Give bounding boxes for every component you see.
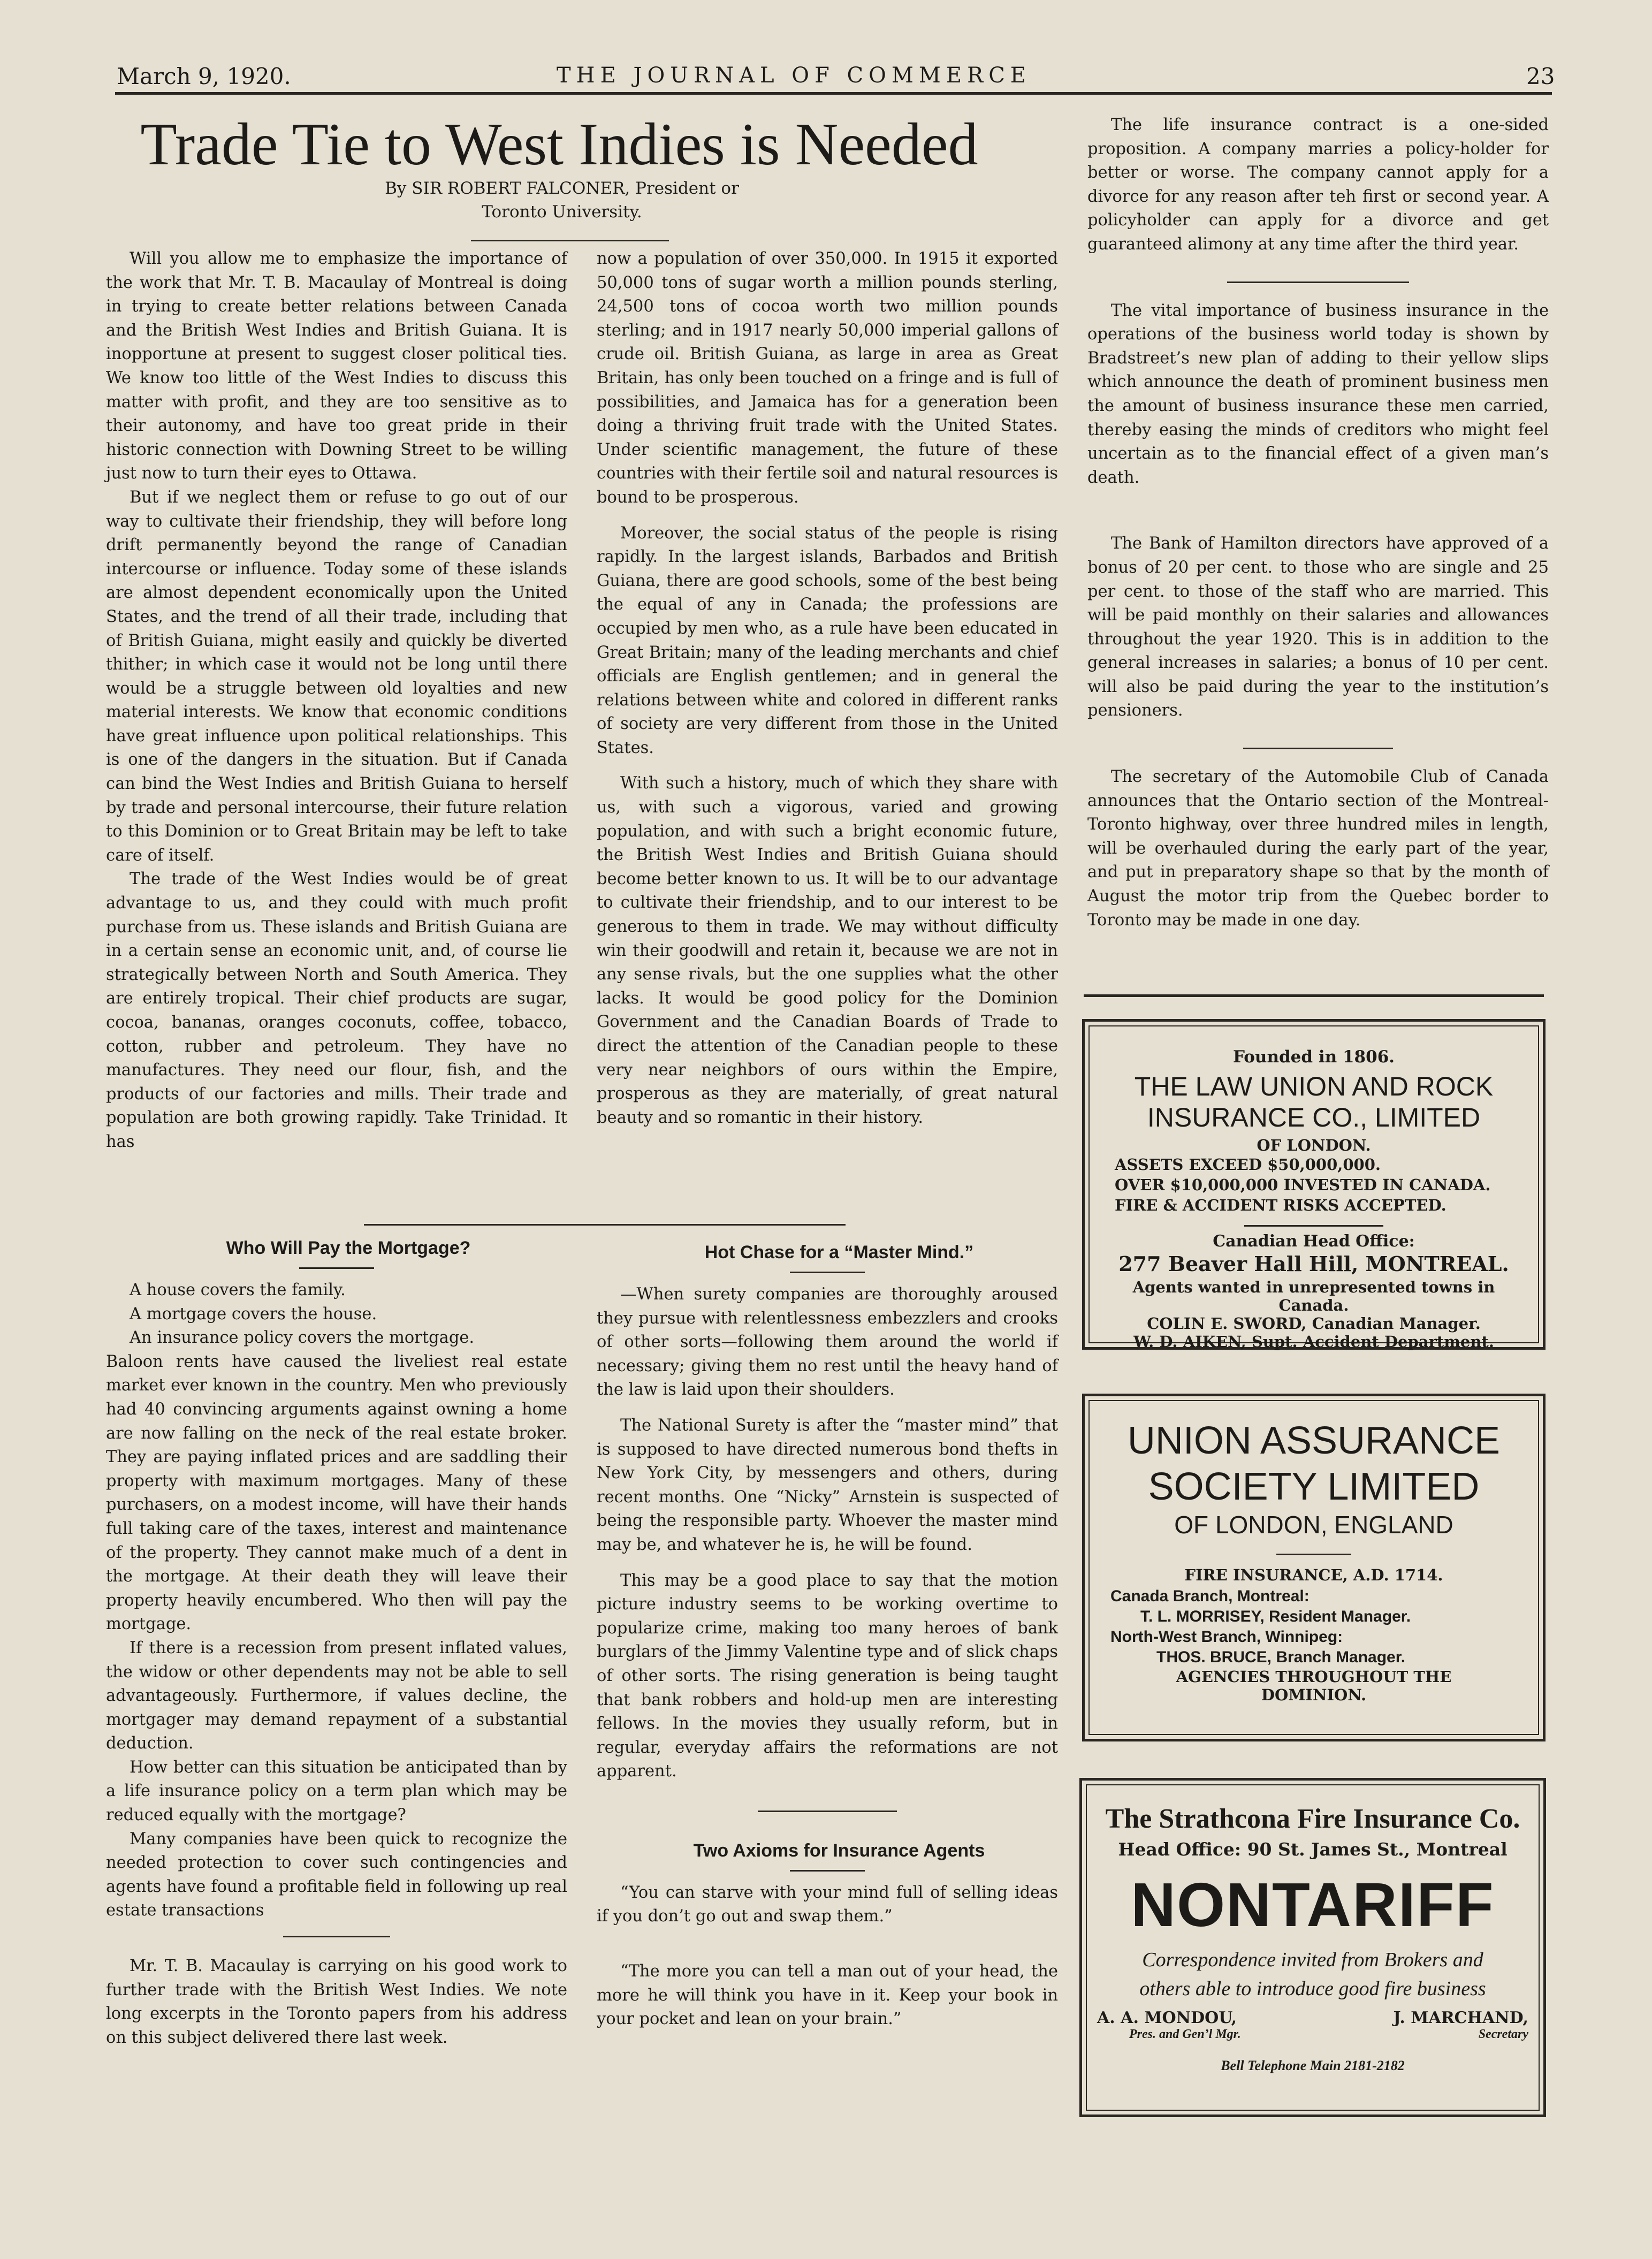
heading-rule <box>299 1267 374 1269</box>
ad-branch: North-West Branch, Winnipeg: <box>1110 1628 1343 1646</box>
chase-paragraph: —When surety companies are thoroughly aroused they pursue with relentlessness embezzlers and crooks of other sorts—following them around the world if necessary; giving them no rest until the heavy hand of the law is laid upon their shoulders. <box>597 1285 1058 1399</box>
paragraph-rule <box>283 1936 390 1937</box>
strathcona-ad <box>1079 1778 1546 2117</box>
ad-company-name: THE LAW UNION AND ROCK <box>1134 1071 1494 1101</box>
right-paragraph: The vital importance of business insurance in the operations of the business world today is shown by Bradstreet’s new plan of adding to their yellow slips which announce the death of prominent business men the amount of business insurance these men carried, thereby easing the minds of creditors who might feel uncertain as to the financial effect of a given man’s death. <box>1087 301 1549 487</box>
axioms-heading: Two Axioms for Insurance Agents <box>693 1840 985 1861</box>
ad-company-name: INSURANCE CO., LIMITED <box>1147 1102 1481 1132</box>
ad-correspondence: others able to introduce good fire business <box>1139 1977 1486 2000</box>
heading-rule <box>790 1272 865 1273</box>
page-number: 23 <box>1526 63 1555 89</box>
right-paragraph: The life insurance contract is a one-sided proposition. A company marries a policy-holder for better or worse. The company cannot apply for a divorce for any reason after teh first or second year. A policyholder can apply for a divorce and get guaranteed alimony at any time after the third year. <box>1087 116 1549 254</box>
law-union-ad <box>1082 1019 1546 1350</box>
ad-rule <box>1276 1554 1351 1555</box>
ad-manager: COLIN E. SWORD, Canadian Manager. <box>1147 1314 1481 1333</box>
ad-agents: Canada. <box>1278 1296 1349 1314</box>
ad-agents: Agents wanted in unrepresented towns in <box>1132 1278 1495 1296</box>
right-paragraph: The Bank of Hamilton directors have approved of a bonus of 20 per cent. to those who are single and 25 per cent. to those of the staff who are married. This will be paid monthly on their salaries and allowances throughout the year 1920. This is in addition to the general increases in salaries; a bonus of 10 per cent. will also be paid during the year to the institution’s pensioners. <box>1087 534 1549 720</box>
ad-founded: Founded in 1806. <box>1232 1047 1395 1067</box>
mortgage-line: A house covers the family. <box>130 1281 346 1299</box>
ad-officer-name: J. MARCHAND, <box>1393 2009 1528 2027</box>
ad-officer-title: Pres. and Gen’l Mgr. <box>1129 2027 1241 2041</box>
paragraph-rule <box>1227 282 1409 283</box>
ad-head-office-label: Canadian Head Office: <box>1213 1232 1415 1251</box>
issue-date: March 9, 1920. <box>117 63 291 89</box>
article-column-1 <box>106 247 567 1154</box>
article-paragraph: With such a history, much of which they share with us, with such a vigorous, varied and growing population, and with such a bright economic future, the British West Indies and British Guiana should become better known to us. It will be to our advantage to cultivate their friendship, and to our interest to be generous to them in trade. We may without difficulty win their goodwill and retain it, because we are not in any sense rivals, but the one supplies what the other lacks. It would be good policy for the Dominion Government and the Canadian Boards of Trade to direct the attention of the Canadian people to these very near neighbors of ours within the Empire, prosperous as they are materially, of great natural beauty and so romantic in their history. <box>597 774 1058 1127</box>
ad-company-name: UNION ASSURANCE <box>1127 1419 1501 1462</box>
axiom-paragraph: “You can starve with your mind full of selling ideas if you don’t go out and swap them.” <box>597 1883 1058 1926</box>
article-column-2 <box>597 247 1058 1130</box>
mortgage-column <box>106 1236 567 2050</box>
chase-column <box>597 1241 1058 2032</box>
ad-line: OVER $10,000,000 INVESTED IN CANADA. <box>1115 1176 1491 1194</box>
axiom-paragraph: “The more you can tell a man out of your head, the more he will think you have in it. Keep your book in your pocket and lean on your brain.” <box>597 1962 1058 2029</box>
article-byline <box>268 177 856 224</box>
ad-fire: FIRE INSURANCE, A.D. 1714. <box>1184 1566 1443 1584</box>
ad-manager: W. D. AIKEN, Supt. Accident Department. <box>1133 1333 1494 1351</box>
ad-branches <box>1085 1586 1543 1668</box>
byline-rule <box>471 240 669 241</box>
ad-location: OF LONDON, ENGLAND <box>1174 1511 1453 1539</box>
ad-branch-manager: THOS. BRUCE, Branch Manager. <box>1156 1648 1406 1666</box>
article-paragraph: now a population of over 350,000. In 1915 it exported 50,000 tons of sugar worth a million pounds sterling, 24,500 tons of cocoa worth two million pounds sterling; and in 1917 nearly 50,000 imperial gallons of crude oil. British Guiana, as large in area as Great Britain, has only been touched on a fringe and is full of possibilities, and Jamaica has for a generation been doing a thriving fruit trade with the United States. Under scientific management, the future of these countries with their fertile soil and natural resources is bound to be prosperous. <box>597 249 1058 507</box>
ad-correspondence: Correspondence invited from Brokers and <box>1142 1949 1483 1971</box>
mortgage-paragraph: How better can this situation be anticipated than by a life insurance policy on a term plan which may be reduced equally with the mortgage? <box>106 1758 567 1825</box>
ad-line: ASSETS EXCEED $50,000,000. <box>1115 1155 1381 1174</box>
article-headline: Trade Tie to West Indies is Needed <box>140 111 978 178</box>
masthead-title: THE JOURNAL OF COMMERCE <box>557 63 1031 88</box>
macaulay-paragraph: Mr. T. B. Macaulay is carrying on his good work to further trade with the British West Indies. We note long excerpts in the Toronto papers from his address on this subject delivered there last week. <box>106 1957 567 2047</box>
byline-affiliation: Toronto University. <box>482 202 642 222</box>
section-rule <box>758 1811 897 1812</box>
ad-line: FIRE & ACCIDENT RISKS ACCEPTED. <box>1115 1196 1447 1214</box>
ad-company-name: SOCIETY LIMITED <box>1148 1465 1480 1508</box>
ad-phone: Bell Telephone Main 2181-2182 <box>1221 2058 1405 2073</box>
ad-agencies: DOMINION. <box>1261 1686 1367 1704</box>
heading-rule <box>790 1870 865 1872</box>
article-paragraph: The trade of the West Indies would be of great advantage to us, and they could with much profit purchase from us. These islands and British Guiana are in a certain sense an economic unit, and, of course lie strategically between North and South America. They are entirely tropical. Their chief products are sugar, cocoa, bananas, oranges coconuts, coffee, tobacco, cotton, rubber and petroleum. They have no manufactures. They need our flour, fish, and the products of our factories and mills. Their trade and population are both growing rapidly. Take Trinidad. It has <box>106 870 567 1151</box>
ad-company-name: The Strathcona Fire Insurance Co. <box>1105 1804 1520 1834</box>
ad-head-office: Head Office: 90 St. James St., Montreal <box>1118 1839 1508 1860</box>
ads-top-rule <box>1084 994 1544 997</box>
right-paragraph: The secretary of the Automobile Club of Canada announces that the Ontario section of the Montreal-Toronto highway, over three hundred miles in length, will be overhauled during the early part of the year, and put in preparatory shape so that by the month of August the motor trip from the Quebec border to Toronto may be made in one day. <box>1087 767 1549 930</box>
mortgage-heading: Who Will Pay the Mortgage? <box>226 1238 471 1258</box>
chase-paragraph: The National Surety is after the “master mind” that is supposed to have directed numerous bond thefts in New York City, by messengers and others, during recent months. One “Nicky” Arnstein is suspected of being the responsible party. Whoever the master mind may be, and whatever he is, he will be found. <box>597 1416 1058 1554</box>
ad-location: OF LONDON. <box>1257 1136 1371 1154</box>
union-assurance-ad <box>1082 1394 1546 1741</box>
ad-rule <box>1244 1225 1383 1227</box>
ad-officer-title: Secretary <box>1478 2027 1528 2041</box>
chase-paragraph: This may be a good place to say that the motion picture industry seems to be working overtime to popularize crime, making too many heroes of bank burglars of the Jimmy Valentine type and of slick chaps of other sorts. The rising generation is being taught that bank robbers and hold-up men are interesting fellows. In the movies they usually reform, but in regular, everyday affairs the reformations are not apparent. <box>597 1571 1058 1781</box>
section-divider <box>364 1224 846 1226</box>
mortgage-paragraph: Many companies have been quick to recognize the needed protection to cover such contingencies and agents have found a profitable field in following up real estate transactions <box>106 1829 567 1920</box>
byline-author: By SIR ROBERT FALCONER, President or <box>385 179 739 198</box>
ad-nontariff: NONTARIFF <box>1131 1870 1495 1939</box>
article-paragraph: But if we neglect them or refuse to go out of our way to cultivate their friendship, they will before long drift permanently beyond the range of Canadian intercourse or influence. Today some of these islands are almost dependent economically upon the United States, and the trend of all their trade, including that of British Guiana, might easily and quickly be diverted thither; in which case it would not be long until there would be a struggle between old loyalties and new material interests. We know that economic conditions have great influence upon political relationships. This is one of the dangers in the situation. But if Canada can bind the West Indies and British Guiana to herself by trade and personal intercourse, their future relation to this Dominion or to Great Britain may be left to take care of itself. <box>106 488 567 865</box>
ad-branch: Canada Branch, Montreal: <box>1110 1587 1310 1605</box>
header-rule <box>115 92 1552 95</box>
ad-officers <box>1082 2009 1543 2053</box>
mortgage-paragraph: Baloon rents have caused the liveliest real estate market ever known in the country. Men who previously had 40 convincing arguments against owning a home are now falling on the neck of the real estate broker. They are paying inflated prices and are saddling their property with maximum mortgages. Many of these purchasers, on a modest income, will have their hands full taking care of the taxes, interest and maintenance of the property. They cannot make much of a dent in the mortgage. At their death they will leave their property heavily encumbered. Who then will pay the mortgage. <box>106 1352 567 1634</box>
article-paragraph: Will you allow me to emphasize the importance of the work that Mr. T. B. Macaulay of Montreal is doing in trying to create better relations between Canada and the British West Indies and British Guiana. It is inopportune at present to suggest closer political ties. We know too little of the West Indies to discuss this matter with profit, and they are too sensitive as to their autonomy, and have too great pride in their historic connection with Downing Street to be willing just now to turn their eyes to Ottawa. <box>106 249 567 483</box>
article-paragraph: Moreover, the social status of the people is rising rapidly. In the largest islands, Barbados and British Guiana, there are good schools, some of the best being the equal of any in Canada; the professions are occupied by men who, as a rule have been educated in Great Britain; many of the leading merchants and chief officials are English gentlemen; and in general the relations between white and colored in different ranks of society are very different from those in the United States. <box>597 523 1058 757</box>
paragraph-rule <box>1243 748 1393 749</box>
ad-head-office: 277 Beaver Hall Hill, MONTREAL. <box>1118 1252 1509 1276</box>
mortgage-line: An insurance policy covers the mortgage. <box>130 1328 475 1348</box>
ad-details <box>1085 1154 1543 1215</box>
right-column <box>1087 113 1549 932</box>
ad-branch-manager: T. L. MORRISEY, Resident Manager. <box>1140 1608 1411 1625</box>
mortgage-paragraph: If there is a recession from present inflated values, the widow or other dependents may not be able to sell advantageously. Furthermore, if values decline, the mortgager may demand repayment of a substantial deduction. <box>106 1638 567 1753</box>
chase-heading: Hot Chase for a “Master Mind.” <box>704 1242 974 1262</box>
mortgage-line: A mortgage covers the house. <box>130 1304 377 1324</box>
ad-agencies: AGENCIES THROUGHOUT THE <box>1176 1668 1452 1686</box>
ad-officer-name: A. A. MONDOU, <box>1097 2009 1237 2027</box>
